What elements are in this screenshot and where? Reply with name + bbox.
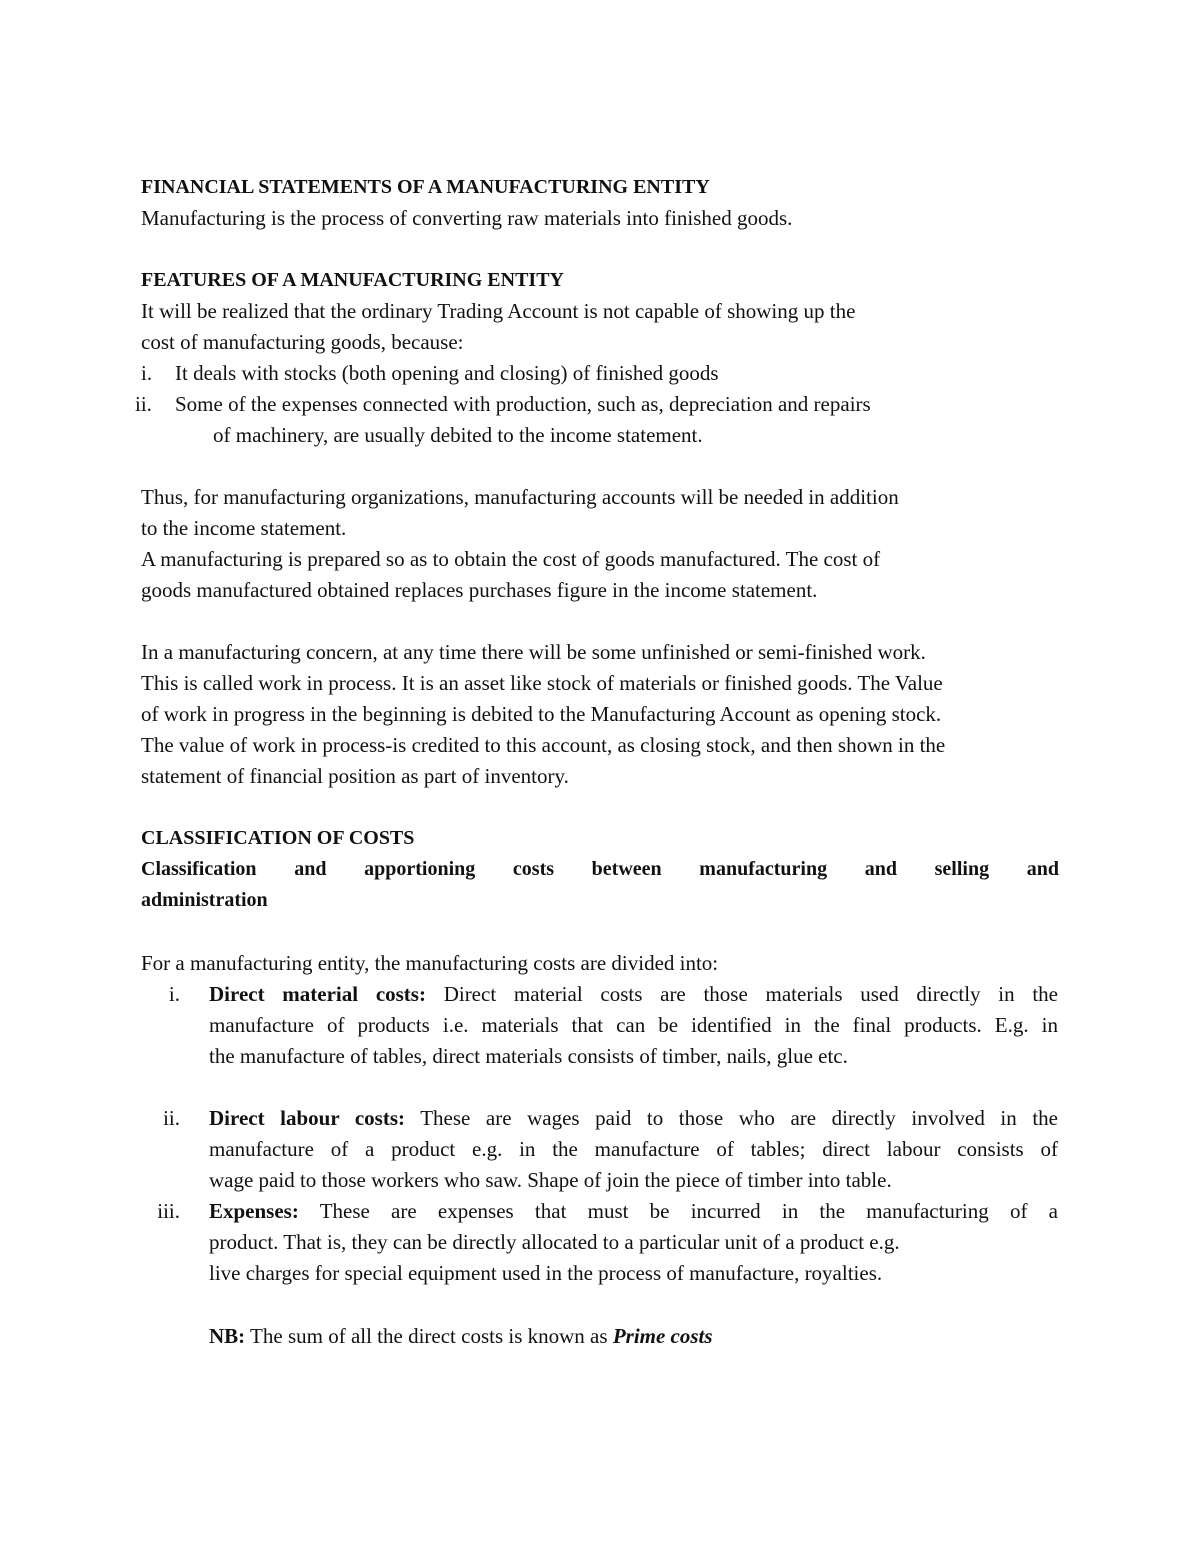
cost-item-text: manufacture of a product e.g. in the manufacture of tables; direct labour consists of [209,1137,1058,1161]
classification-subheading: administration [141,889,268,911]
classification-intro: For a manufacturing entity, the manufacturing costs are divided into: [141,951,719,975]
cost-item-term: Direct material costs: [209,982,426,1006]
document-title: FINANCIAL STATEMENTS OF A MANUFACTURING ENTITY [141,176,710,198]
cost-item-marker: ii. [163,1106,180,1130]
cost-item-text: wage paid to those workers who saw. Shape of join the piece of timber into table. [209,1168,892,1192]
cost-item-text: the manufacture of tables, direct materials consists of timber, nails, glue etc. [209,1044,848,1068]
cost-item-term: Expenses: [209,1199,299,1223]
cost-item-text: Direct material costs are those materials used directly in the [425,982,1058,1006]
cost-item-text: live charges for special equipment used in the process of manufacture, royalties. [209,1261,883,1285]
paragraph-line: to the income statement. [141,516,347,540]
cost-item-marker: i. [168,982,180,1006]
classification-subheading: Classification and apportioning costs between manufacturing and selling and [141,858,1059,880]
paragraph-line: In a manufacturing concern, at any time there will be some unfinished or semi-finished work. [141,640,926,664]
features-intro-line-1: It will be realized that the ordinary Trading Account is not capable of showing up the [141,299,856,323]
cost-item-marker: iii. [157,1199,180,1223]
cost-item-text: manufacture of products i.e. materials that can be identified in the final products. E.g. in [209,1013,1058,1037]
note-emphasis: Prime costs [612,1324,713,1348]
features-item-text: It deals with stocks (both opening and closing) of finished goods [175,361,719,385]
paragraph-line: A manufacturing is prepared so as to obtain the cost of goods manufactured. The cost of [141,547,881,571]
cost-item-text: product. That is, they can be directly allocated to a particular unit of a product e.g. [209,1230,900,1254]
features-item-text: of machinery, are usually debited to the income statement. [213,423,703,447]
classification-heading: CLASSIFICATION OF COSTS [141,827,415,849]
definition-text: Manufacturing is the process of converting raw materials into finished goods. [141,206,793,230]
cost-item-direct-labour [209,1103,1058,1196]
note-label: NB: [209,1324,246,1348]
features-item-marker: ii. [135,392,152,416]
cost-item-term: Direct labour costs: [209,1106,406,1130]
features-item-text: Some of the expenses connected with production, such as, depreciation and repairs [175,392,871,416]
cost-item-expenses [209,1196,1058,1289]
paragraph-line: goods manufactured obtained replaces purchases figure in the income statement. [141,578,818,602]
features-heading: FEATURES OF A MANUFACTURING ENTITY [141,269,564,291]
paragraph-line: Thus, for manufacturing organizations, manufacturing accounts will be needed in addition [141,485,899,509]
note-text: The sum of all the direct costs is known as [245,1324,613,1348]
features-intro-line-2: cost of manufacturing goods, because: [141,330,464,354]
paragraph-line: The value of work in process-is credited to this account, as closing stock, and then shown in the [141,733,946,757]
paragraph-line: This is called work in process. It is an asset like stock of materials or finished goods. The Value [141,671,943,695]
prime-costs-note [209,1321,713,1351]
cost-item-text: These are wages paid to those who are directly involved in the [405,1106,1058,1130]
cost-item-text: These are expenses that must be incurred in the manufacturing of a [298,1199,1058,1223]
paragraph-line: of work in progress in the beginning is debited to the Manufacturing Account as opening stock. [141,702,942,726]
cost-item-direct-material [209,979,1058,1072]
features-item-marker: i. [141,361,153,385]
paragraph-line: statement of financial position as part of inventory. [141,764,569,788]
